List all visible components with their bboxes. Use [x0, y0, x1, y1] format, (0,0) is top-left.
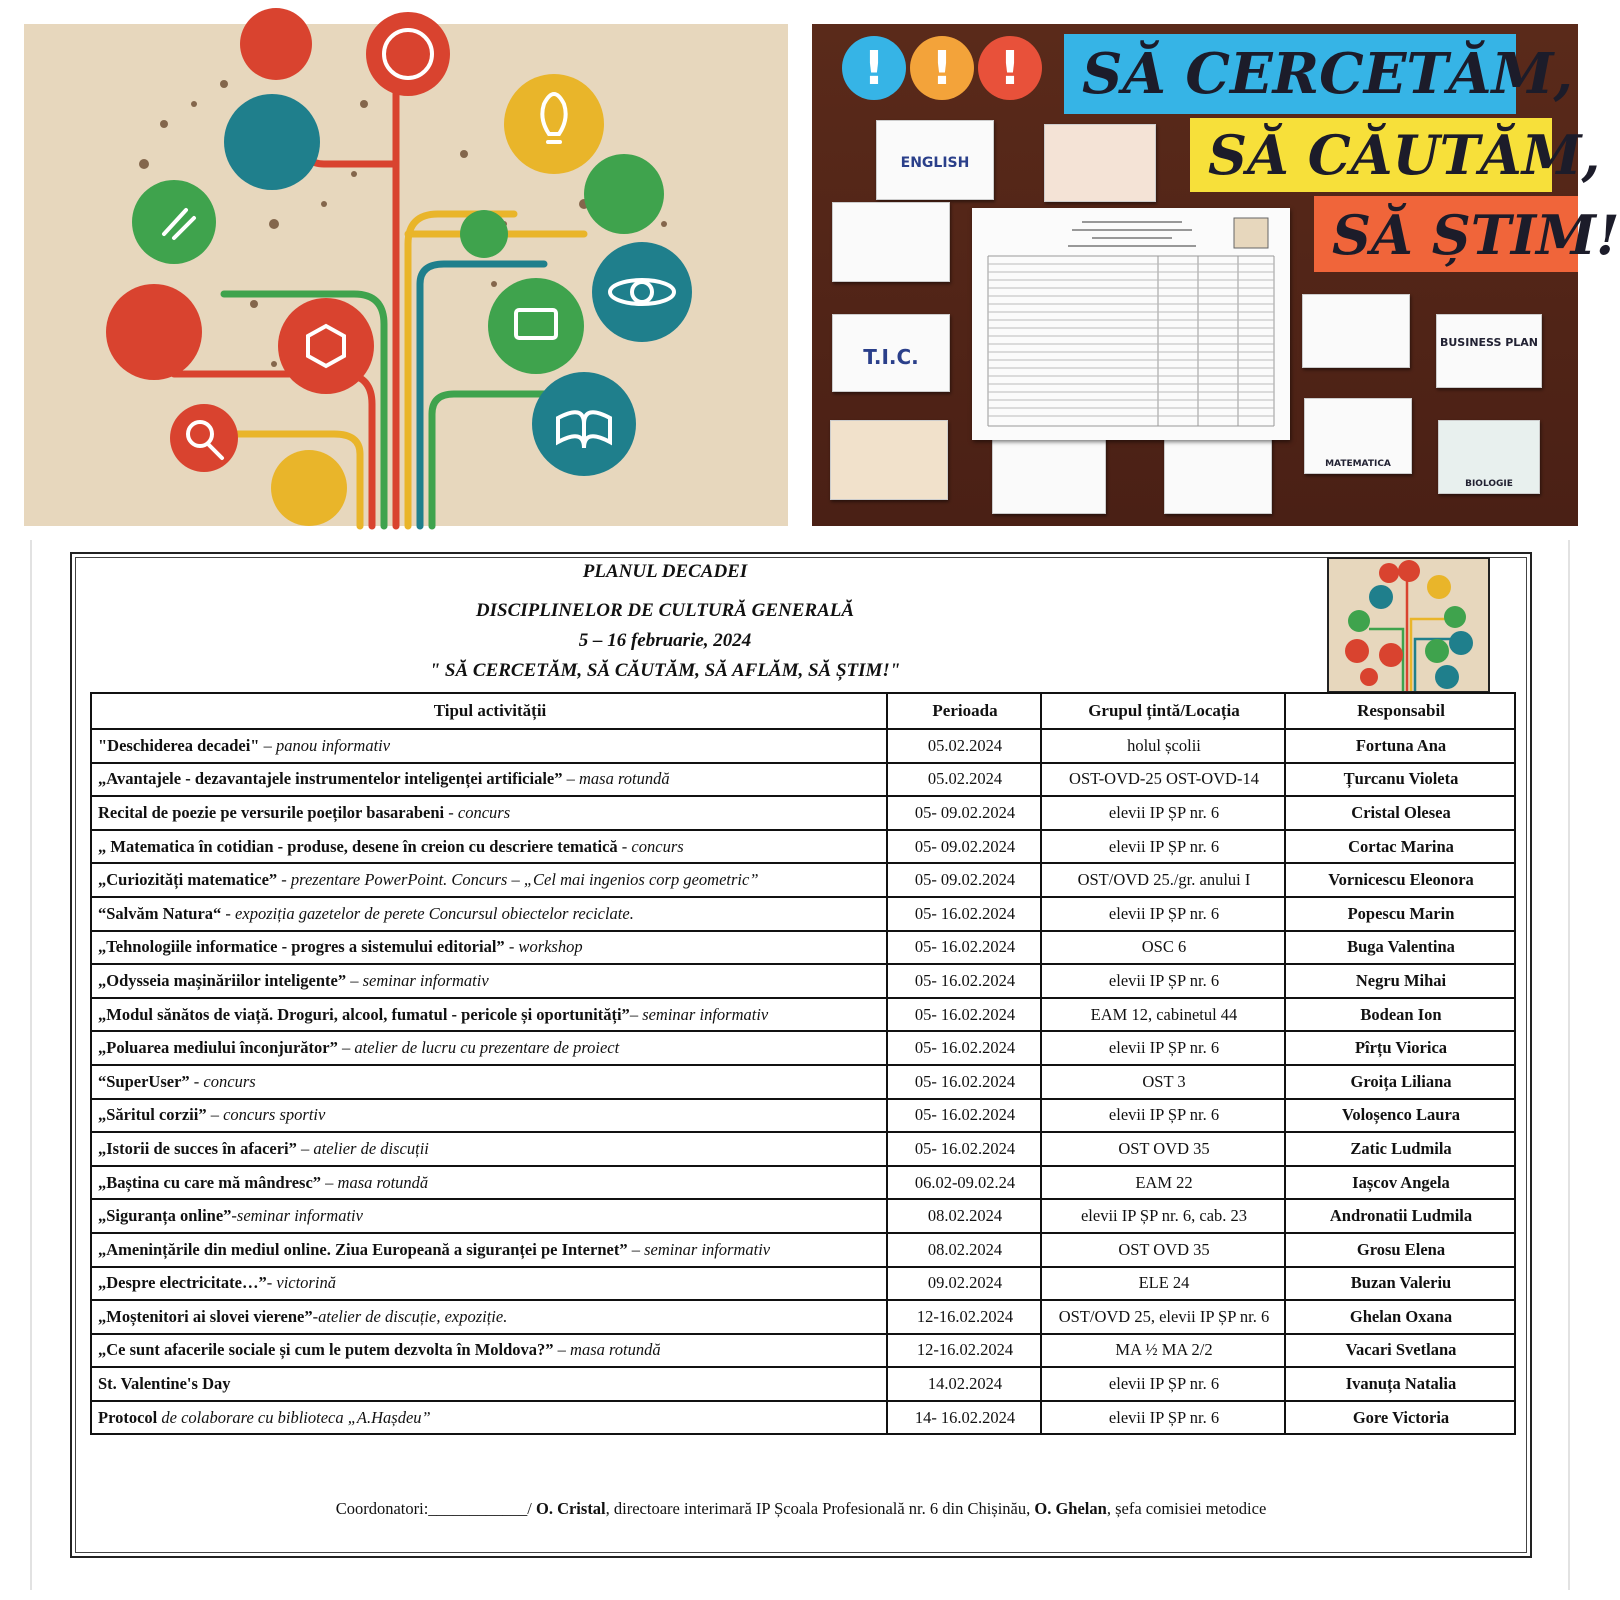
activity-type: – masa rotundă	[562, 769, 670, 789]
period-cell: 05- 16.02.2024	[888, 1100, 1042, 1134]
responsible-cell: Vornicescu Eleonora	[1286, 864, 1514, 898]
table-row	[92, 932, 1514, 966]
activity-type: -seminar informativ	[231, 1206, 363, 1226]
activity-type: – atelier de lucru cu prezentare de proiect	[337, 1038, 620, 1058]
period-cell: 05- 09.02.2024	[888, 797, 1042, 831]
table-row	[92, 1200, 1514, 1234]
responsible-cell: Pîrțu Viorica	[1286, 1032, 1514, 1066]
activity-cell	[92, 1100, 888, 1134]
poetry-poster	[832, 202, 950, 282]
responsible-cell: Buzan Valeriu	[1286, 1268, 1514, 1302]
responsible-cell: Negru Mihai	[1286, 965, 1514, 999]
slogan-banner-research: SĂ CERCETĂM,	[1064, 34, 1516, 114]
responsible-cell: Grosu Elena	[1286, 1234, 1514, 1268]
period-cell: 08.02.2024	[888, 1234, 1042, 1268]
activity-title: „Amenințările din mediul online. Ziua Europeană a siguranței pe Internet”	[98, 1239, 628, 1259]
responsible-cell: Vacari Svetlana	[1286, 1335, 1514, 1369]
activity-cell	[92, 864, 888, 898]
period-cell: 09.02.2024	[888, 1268, 1042, 1302]
period-cell: 05- 09.02.2024	[888, 831, 1042, 865]
activity-cell	[92, 1268, 888, 1302]
period-cell: 05- 16.02.2024	[888, 1133, 1042, 1167]
target-group-cell: ELE 24	[1042, 1268, 1286, 1302]
period-cell: 05- 16.02.2024	[888, 965, 1042, 999]
activity-type: - expoziția gazetelor de perete Concursul obiectelor reciclate.	[221, 903, 634, 923]
responsible-cell: Țurcanu Violeta	[1286, 764, 1514, 798]
activity-title: Protocol	[98, 1407, 158, 1427]
activity-type: - concurs	[444, 802, 511, 822]
activity-type: - concurs	[189, 1071, 256, 1091]
target-group-cell: elevii IP ȘP nr. 6	[1042, 1368, 1286, 1402]
activity-title: „Siguranța online”	[98, 1206, 232, 1226]
responsible-cell: Ivanuța Natalia	[1286, 1368, 1514, 1402]
activity-title: St. Valentine's Day	[98, 1374, 231, 1394]
responsible-cell: Gore Victoria	[1352, 1407, 1450, 1427]
coordinators-label: Coordonatori:____________/	[335, 1499, 536, 1518]
sport-poster	[1302, 294, 1410, 368]
activity-cell	[92, 764, 888, 798]
activity-title: „Moștenitori ai slovei vierene”	[98, 1306, 313, 1326]
responsible-cell: Andronatii Ludmila	[1286, 1200, 1514, 1234]
literature-poster	[1044, 124, 1156, 202]
table-row	[92, 898, 1514, 932]
activity-type: – atelier de discuții	[296, 1138, 429, 1158]
table-row	[92, 1268, 1514, 1302]
activity-title: “Salvăm Natura“	[98, 903, 222, 923]
activity-title: "Deschiderea decadei"	[98, 735, 260, 755]
table-row	[92, 1234, 1514, 1268]
period-cell: 12-16.02.2024	[888, 1301, 1042, 1335]
math-poster-label: MATEMATICA	[1325, 459, 1391, 469]
science-tree-illustration	[24, 24, 788, 526]
activity-cell	[92, 730, 888, 764]
responsible-cell: Ghelan Oxana	[1286, 1301, 1514, 1335]
target-group-cell: OST/OVD 25, elevii IP ȘP nr. 6	[1042, 1301, 1286, 1335]
header-activity-type: Tipul activității	[92, 694, 888, 730]
target-group-cell: elevii IP ȘP nr. 6	[1042, 898, 1286, 932]
activity-cell	[92, 1133, 888, 1167]
target-group-cell: OST OVD 35	[1042, 1234, 1286, 1268]
table-row	[92, 864, 1514, 898]
bulletin-board-photo	[812, 24, 1620, 526]
activity-title: „Curiozități matematice”	[98, 870, 278, 890]
table-row	[92, 730, 1514, 764]
table-row	[92, 1100, 1514, 1134]
activity-title: “SuperUser”	[98, 1071, 190, 1091]
responsible-cell: Groița Liliana	[1286, 1066, 1514, 1100]
target-group-cell: OST/OVD 25./gr. anului I	[1042, 864, 1286, 898]
slogan-banner-know: SĂ ȘTIM!	[1314, 196, 1578, 272]
activity-type: - victorină	[266, 1273, 336, 1293]
activities-table	[90, 692, 1516, 1435]
activity-cell	[92, 797, 888, 831]
table-row	[92, 965, 1514, 999]
slogan-banner-search: SĂ CĂUTĂM,	[1190, 118, 1552, 192]
english-poster-label: ENGLISH	[900, 155, 970, 171]
activity-cell	[92, 1301, 888, 1335]
table-header-row	[92, 694, 1514, 730]
table-row	[92, 1066, 1514, 1100]
activity-title: „Ce sunt afacerile sociale și cum le putem dezvolta în Moldova?”	[98, 1340, 554, 1360]
period-cell: 14.02.2024	[888, 1368, 1042, 1402]
business-plan-label: BUSINESS PLAN	[1439, 336, 1539, 349]
exclamation-icon: !	[910, 36, 974, 100]
target-group-cell: elevii IP ȘP nr. 6	[1042, 965, 1286, 999]
activity-cell	[92, 1368, 888, 1402]
header-responsible: Responsabil	[1286, 694, 1514, 730]
activity-cell	[92, 831, 888, 865]
table-row	[92, 1368, 1514, 1402]
hands-poster	[1164, 434, 1272, 514]
target-group-cell: elevii IP ȘP nr. 6, cab. 23	[1042, 1200, 1286, 1234]
responsible-cell: Zatic Ludmila	[1286, 1133, 1514, 1167]
activity-type: – panou informativ	[259, 735, 391, 755]
activity-type: – seminar informativ	[627, 1239, 771, 1259]
target-group-cell: MA ½ MA 2/2	[1042, 1335, 1286, 1369]
responsible-cell: Iașcov Angela	[1286, 1167, 1514, 1201]
period-cell: 05.02.2024	[888, 730, 1042, 764]
target-group-cell: elevii IP ȘP nr. 6	[1042, 797, 1286, 831]
coordinator-role-1: , directoare interimară IP Școala Profesională nr. 6 din Chișinău,	[605, 1499, 1035, 1518]
period-cell: 05- 09.02.2024	[888, 864, 1042, 898]
period-cell: 05- 16.02.2024	[888, 898, 1042, 932]
target-group-cell: elevii IP ȘP nr. 6	[1042, 831, 1286, 865]
plan-subtitle: DISCIPLINELOR DE CULTURĂ GENERALĂ	[475, 600, 855, 621]
coordinator-name-1: O. Cristal	[535, 1499, 606, 1518]
activity-type: de colaborare cu biblioteca „A.Hașdeu”	[157, 1407, 431, 1427]
table-row	[92, 831, 1514, 865]
target-group-cell: elevii IP ȘP nr. 6	[1042, 1402, 1286, 1434]
period-cell: 08.02.2024	[888, 1200, 1042, 1234]
coordinator-role-2: , șefa comisiei metodice	[1106, 1499, 1267, 1518]
activity-type: - workshop	[504, 937, 583, 957]
activity-type: - prezentare PowerPoint. Concurs – „Cel mai ingenios corp geometric”	[277, 870, 759, 890]
period-cell: 05.02.2024	[888, 764, 1042, 798]
responsible-cell: Cristal Olesea	[1286, 797, 1514, 831]
table-row	[92, 999, 1514, 1033]
activity-cell	[92, 1200, 888, 1234]
activity-title: „Despre electricitate…”	[98, 1273, 267, 1293]
target-group-cell: holul școlii	[1042, 730, 1286, 764]
table-row	[92, 1301, 1514, 1335]
target-group-cell: OSC 6	[1042, 932, 1286, 966]
geography-poster	[992, 434, 1106, 514]
period-cell: 12-16.02.2024	[888, 1335, 1042, 1369]
coordinators-line	[90, 1499, 1512, 1519]
business-plan-poster	[1436, 314, 1542, 388]
target-group-cell: OST 3	[1042, 1066, 1286, 1100]
target-group-cell: elevii IP ȘP nr. 6	[1042, 1032, 1286, 1066]
period-cell: 05- 16.02.2024	[888, 1066, 1042, 1100]
activity-cell	[92, 1335, 888, 1369]
target-group-cell: EAM 12, cabinetul 44	[1042, 999, 1286, 1033]
tic-poster	[832, 314, 950, 392]
activity-cell	[92, 1234, 888, 1268]
english-poster	[876, 120, 994, 200]
header-period: Perioada	[888, 694, 1042, 730]
activity-title: „Modul sănătos de viață. Droguri, alcool, fumatul - pericole și oportunități”	[98, 1004, 630, 1024]
activity-cell	[92, 1066, 888, 1100]
activity-cell	[92, 1402, 888, 1434]
plan-motto: " SĂ CERCETĂM, SĂ CĂUTĂM, SĂ AFLĂM, SĂ ȘTIM!"	[429, 660, 901, 681]
activity-cell	[92, 1167, 888, 1201]
activity-title: „Poluarea mediului înconjurător”	[98, 1038, 338, 1058]
target-group-cell: EAM 22	[1042, 1167, 1286, 1201]
responsible-cell: Fortuna Ana	[1286, 730, 1514, 764]
tic-poster-label: T.I.C.	[863, 345, 919, 369]
tree-thumbnail-image	[1327, 557, 1490, 693]
responsible-cell: Buga Valentina	[1286, 932, 1514, 966]
period-cell: 05- 16.02.2024	[888, 999, 1042, 1033]
activities-table-body	[92, 730, 1514, 1433]
target-group-cell: OST-OVD-25 OST-OVD-14	[1042, 764, 1286, 798]
activity-title: „Săritul corzii”	[98, 1105, 207, 1125]
activity-cell	[92, 999, 888, 1033]
activity-cell	[92, 965, 888, 999]
activity-title: „Odysseia mașinăriilor inteligente”	[98, 970, 347, 990]
table-row	[92, 1402, 1514, 1434]
activity-cell	[92, 898, 888, 932]
activity-type: – seminar informativ	[629, 1004, 769, 1024]
table-row	[92, 797, 1514, 831]
activity-cell	[92, 932, 888, 966]
header-target-group: Grupul țintă/Locația	[1042, 694, 1286, 730]
exclamation-icon: !	[978, 36, 1042, 100]
activity-type: – masa rotundă	[321, 1172, 429, 1192]
activity-type: – concurs sportiv	[206, 1105, 326, 1125]
activity-title: Recital de poezie pe versurile poeților basarabeni	[98, 802, 445, 822]
table-row	[92, 1335, 1514, 1369]
biology-poster-label: BIOLOGIE	[1465, 479, 1513, 489]
table-row	[92, 1133, 1514, 1167]
responsible-cell: Voloșenco Laura	[1286, 1100, 1514, 1134]
responsible-cell: Bodean Ion	[1286, 999, 1514, 1033]
activity-type: - concurs	[617, 836, 684, 856]
period-cell: 14- 16.02.2024	[888, 1402, 1042, 1434]
coordinator-name-2: O. Ghelan	[1034, 1499, 1107, 1518]
period-cell: 05- 16.02.2024	[888, 932, 1042, 966]
history-poster	[830, 420, 948, 500]
target-group-cell: OST OVD 35	[1042, 1133, 1286, 1167]
target-group-cell: elevii IP ȘP nr. 6	[1042, 1100, 1286, 1134]
activity-title: „Tehnologiile informatice - progres a sistemului editorial”	[98, 937, 505, 957]
activity-title: „Istorii de succes în afaceri”	[98, 1138, 297, 1158]
responsible-cell: Cortac Marina	[1286, 831, 1514, 865]
table-row	[92, 1032, 1514, 1066]
period-cell: 05- 16.02.2024	[888, 1032, 1042, 1066]
period-cell: 06.02-09.02.24	[888, 1167, 1042, 1201]
table-row	[92, 1167, 1514, 1201]
activity-type: – seminar informativ	[346, 970, 489, 990]
responsible-cell: Popescu Marin	[1286, 898, 1514, 932]
activity-type: – masa rotundă	[553, 1340, 661, 1360]
plan-dates: 5 – 16 februarie, 2024	[578, 630, 752, 651]
activity-title: „ Matematica în cotidian - produse, desene în creion cu descriere tematică	[98, 836, 618, 856]
exclamation-icon: !	[842, 36, 906, 100]
activity-type: -atelier de discuție, expoziție.	[312, 1306, 508, 1326]
plan-title: PLANUL DECADEI	[582, 561, 748, 582]
pinned-plan-sheet	[972, 208, 1290, 440]
math-poster	[1304, 398, 1412, 474]
table-row	[92, 764, 1514, 798]
activity-title: „Baștina cu care mă mândresc”	[98, 1172, 322, 1192]
biology-poster	[1438, 420, 1540, 494]
activity-cell	[92, 1032, 888, 1066]
activity-title: „Avantajele - dezavantajele instrumentelor inteligenței artificiale”	[98, 769, 563, 789]
